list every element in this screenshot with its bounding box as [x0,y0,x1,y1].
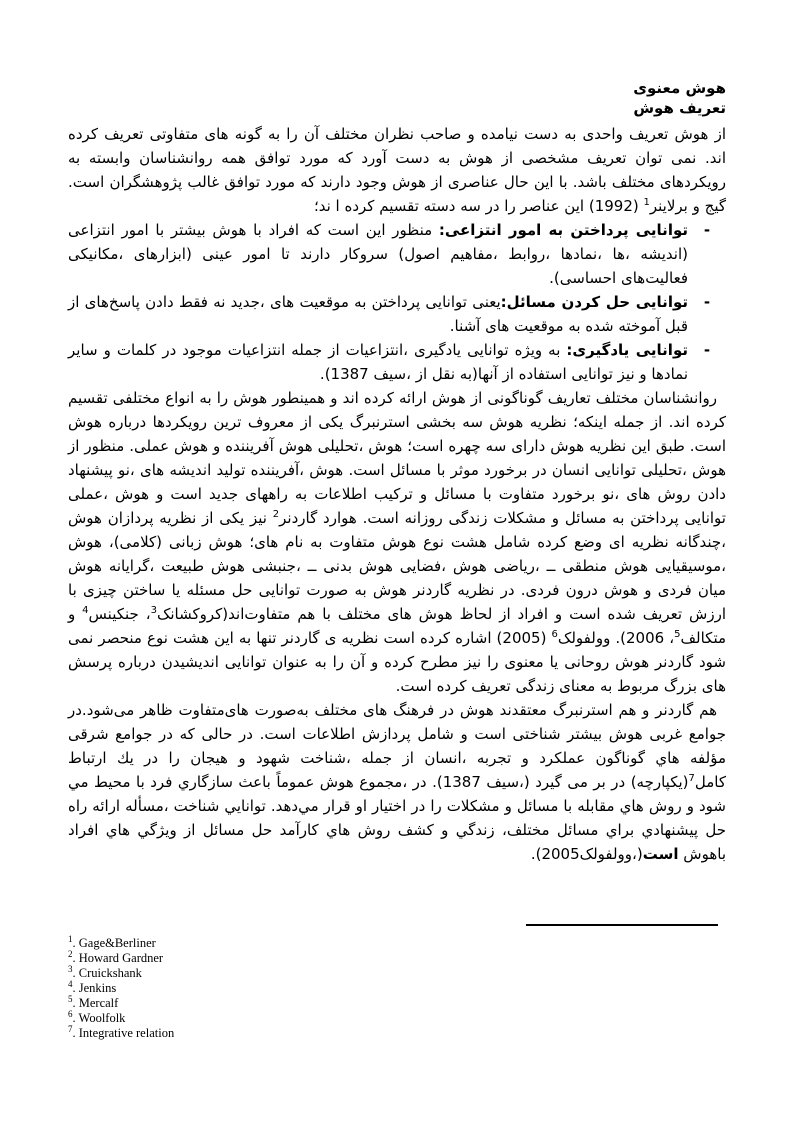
footnote-number: 5 [68,993,73,1004]
footnote-ref-6: 6 [551,629,558,640]
list-item-lead: توانایی پرداختن به امور انتزاعی: [438,221,688,239]
bullet-dash-icon: - [703,341,711,359]
paragraph-intro [68,122,726,218]
footnote-number: 7 [68,1023,73,1034]
footnote-section [68,924,726,1041]
list-item-problem-solving [68,290,726,338]
footnote-ref-1: 1 [643,197,650,208]
footnote-sep: . [72,996,79,1010]
list-item-text [68,338,688,386]
footnote-text: Cruickshank [78,966,142,980]
footnote-sep: . [72,936,79,950]
list-item-text [68,290,688,338]
paragraph-text: نیز یکی از نظریه پردازان هوش ،چندگانه نظریه ای وضع کرده شامل هشت نوع هوش متفاوت به نام های؛ هوش زبانی (کلامی)، هوش ،موسیقیایی هوش منطقی ــ ،ریاضی هوش ،فضایی هوش بدنی ــ ،جنبشی هوش طبیعت ،گرایانه هوش میان فردی و هوش درون فردی. در نظریه گاردنر هوش به صورت توانایی حل مسئله یا ساختن چیزی با ارزش تعریف شده است و افراد از لحاظ هوش های مختلف با هم متفاوت‌اند(کروکشانک [68,509,726,623]
footnote-text: Jenkins [78,981,117,995]
footnote-number: 3 [68,963,73,974]
footnote-ref-4: 4 [82,605,89,616]
list-item-learning [68,338,726,386]
list-item-lead: توانایی حل کردن مسائل: [500,293,688,311]
footnote-ref-5: 5 [674,629,681,640]
list-item-body: به ویژه توانایی یادگیری ،انتزاعیات از جمله انتزاعیات موجود در کلمات و سایر نمادها و نیز توانایی استفاده از آنها(به نقل از ،سیف 1387). [68,341,688,383]
paragraph-text: (یکپارچه) در بر می گیرد (،سیف 1387). در ،مجموع هوش عموماً باعث سازگاري فرد با محیط مي شود و روش هاي مقابله با مسائل و مشکلات را در اختیار او قرار مي‌دهد. توانایي شناخت ،مسأله ارائه راه حل پیشنهادي براي مسائل مختلف، زندگي و کشف روش هاي کارآمد حل مسائل از ویژگي هاي افراد باهوش [68,773,726,863]
paragraph-cultures [68,698,726,866]
paragraph-text: ، جنکینس [88,605,151,623]
footnote-sep: . [72,951,79,965]
footnote-text: Mercalf [78,996,119,1010]
paragraph-bold-word: است [642,845,679,863]
list-item-body: منظور این است که افراد با هوش بیشتر با امور انتزاعی (اندیشه ،ها ،نمادها ،روابط ،مفاهیم اصول) سروکار دارند تا امور عینی (ابزارهای ،مکانیکی فعالیت‌های احساسی). [68,221,688,287]
footnote-ref-3: 3 [150,605,157,616]
footnote-ref-7: 7 [688,773,695,784]
footnote-text: Gage&Berliner [78,936,156,950]
footnote-sep: . [72,1011,79,1025]
text-block [68,122,726,866]
footnote-sep: . [72,1026,79,1040]
bullet-dash-icon: - [703,293,711,311]
list-item-text [68,218,688,290]
list-item-body: یعنی توانایی پرداختن به موقعیت های ،جدید نه فقط دادن پاسخ‌های از قبل آموخته شده به موقعیت های آشنا. [68,293,688,335]
footnote-7 [68,1023,726,1041]
page-title: هوش معنوی [633,79,726,97]
section-subtitle: تعریف هوش [633,99,726,117]
paragraph-text: و متکالف [68,605,727,647]
footnote-separator-rule [526,924,718,926]
list-item-lead: توانایی یادگیری: [566,341,688,359]
paragraph-text: (2005) اشاره کرده است نظریه ی گاردنر تنها به این هشت نوع منحصر نمی شود گاردنر هوش روحانی یا معنوی را نیز مطرح کرده و آن را به عنوان توانایی اندیشیدن درباره پرسش های بزرگ مربوط به معنای زندگی تعریف کرده است. [68,629,726,695]
paragraph-text: ، 2006). وولفولک [557,629,675,647]
bullet-dash-icon: - [703,221,711,239]
footnote-text: Integrative relation [78,1026,175,1040]
footnote-number: 1 [68,933,73,944]
paragraph-text: از هوش تعریف واحدی به دست نیامده و صاحب نظران مختلف آن را به گونه های متفاوتی تعریف کرده اند. نمی توان تعریف مشخصی از هوش به دست آورد که مورد توافق همه روانشناسان وابسته به رویکردهای مختلف باشد. با این حال عناصری از هوش وجود دارند که مورد توافق غالب پژوهشگران است. گیج و برلاینر [68,125,726,215]
paragraph-text: (،وولفولک2005). [530,845,643,863]
footnote-1 [68,933,726,951]
paragraph-theories [68,386,726,698]
paragraph-text: روانشناسان مختلف تعاریف گوناگونی از هوش ارائه کرده اند و همینطور هوش را به انواع مختلفی تقسیم کرده اند. از جمله اینکه؛ نظریه هوش سه بخشی استرنبرگ یکی از معروف ترین رویکردها درباره هوش است. طبق این نظریه هوش دارای سه چهره است؛ هوش ،تحلیلی هوش آفریننده و هوش عملی. منظور از هوش ،تحلیلی توانایی انسان در برخورد موثر با مسائل است. هوش ،آفریننده تولید اندیشه های ،نو پیشنهاد دادن روش های ،نو برخورد متفاوت با مسائل و ترکیب اطلاعات به راههای جدید است و هوش ،عملی توانایی پرداختن به مسائل و مشکلات زندگی روزانه است. هوارد گاردنر [68,389,726,527]
footnote-3 [68,963,726,981]
list-item-abstract [68,218,726,290]
footnote-sep: . [72,966,79,980]
paragraph-text: (1992) این عناصر را در سه دسته تقسیم کرده ا ند؛ [313,197,644,215]
footnote-number: 4 [68,978,73,989]
footnote-number: 6 [68,1008,73,1019]
paragraph-text: هم گاردنر و هم استرنبرگ معتقدند هوش در فرهنگ های مختلف به‌صورت های‌متفاوت ظاهر می‌شود.در جوامع غربی هوش بیشتر شناختی است و شامل پردازش اطلاعات است. در حالی که در جوامع شرقی مؤلفه هاي گوناگون عملکرد و تجربه ،انسان از جمله ،شناخت شهود و هیجان را در یك ارتباط کامل [68,701,726,791]
footnote-ref-2: 2 [272,509,280,520]
footnote-5 [68,993,726,1011]
page-body [68,78,726,866]
footnote-number: 2 [68,948,73,959]
footnote-text: Howard Gardner [78,951,164,965]
footnote-4 [68,978,726,996]
footnote-6 [68,1008,726,1026]
footnote-2 [68,948,726,966]
footnote-text: Woolfolk [78,1011,126,1025]
footnote-sep: . [72,981,79,995]
